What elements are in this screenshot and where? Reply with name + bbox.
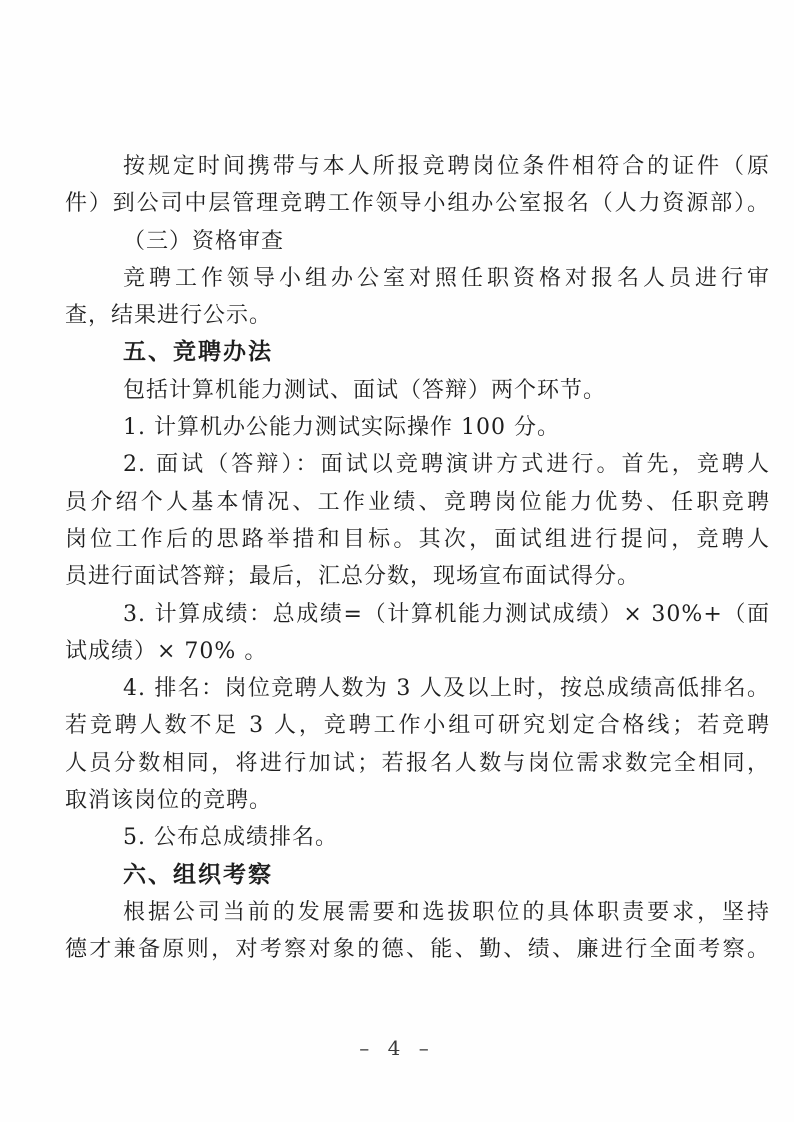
text-line: 若竞聘人数不足 3 人，竞聘工作小组可研究划定合格线；若竞聘 xyxy=(65,713,770,739)
text-line: 员进行面试答辩；最后，汇总分数，现场宣布面试得分。 xyxy=(65,564,641,590)
document-body xyxy=(65,148,770,969)
text-line: 按规定时间携带与本人所报竞聘岗位条件相符合的证件（原 xyxy=(123,154,770,179)
list-item-line: 5. 公布总成绩排名。 xyxy=(123,825,338,851)
page-number: – 4 – xyxy=(359,1036,435,1060)
text-line: 岗位工作后的思路举措和目标。其次，面试组进行提问，竞聘人 xyxy=(65,526,770,552)
section-heading: 五、竞聘办法 xyxy=(123,339,273,366)
text-line: 查，结果进行公示。 xyxy=(65,303,273,329)
text-line: 员介绍个人基本情况、工作业绩、竞聘岗位能力优势、任职竞聘 xyxy=(65,489,770,515)
text-line: 竞聘工作领导小组办公室对照任职资格对报名人员进行审 xyxy=(123,265,770,291)
subsection-heading: （三）资格审查 xyxy=(123,228,285,254)
text-line: 试成绩）× 70% 。 xyxy=(65,638,268,664)
section-heading: 六、组织考察 xyxy=(123,861,273,888)
text-line: 德才兼备原则，对考察对象的德、能、勤、绩、廉进行全面考察。 xyxy=(65,937,770,963)
text-line: 包括计算机能力测试、面试（答辩）两个环节。 xyxy=(123,377,607,403)
list-item-line: 3. 计算成绩：总成绩=（计算机能力测试成绩）× 30%+（面 xyxy=(123,601,770,627)
list-item-line: 2. 面试（答辩）：面试以竞聘演讲方式进行。首先，竞聘人 xyxy=(123,452,770,478)
list-item-line: 4. 排名：岗位竞聘人数为 3 人及以上时，按总成绩高低排名。 xyxy=(123,676,770,702)
text-line: 取消该岗位的竞聘。 xyxy=(65,788,273,814)
text-line: 根据公司当前的发展需要和选拔职位的具体职责要求，坚持 xyxy=(123,899,770,925)
list-item-line: 1. 计算机办公能力测试实际操作 100 分。 xyxy=(123,415,560,441)
text-line: 人员分数相同，将进行加试；若报名人数与岗位需求数完全相同， xyxy=(65,750,770,776)
text-line: 件）到公司中层管理竞聘工作领导小组办公室报名（人力资源部）。 xyxy=(65,191,770,217)
